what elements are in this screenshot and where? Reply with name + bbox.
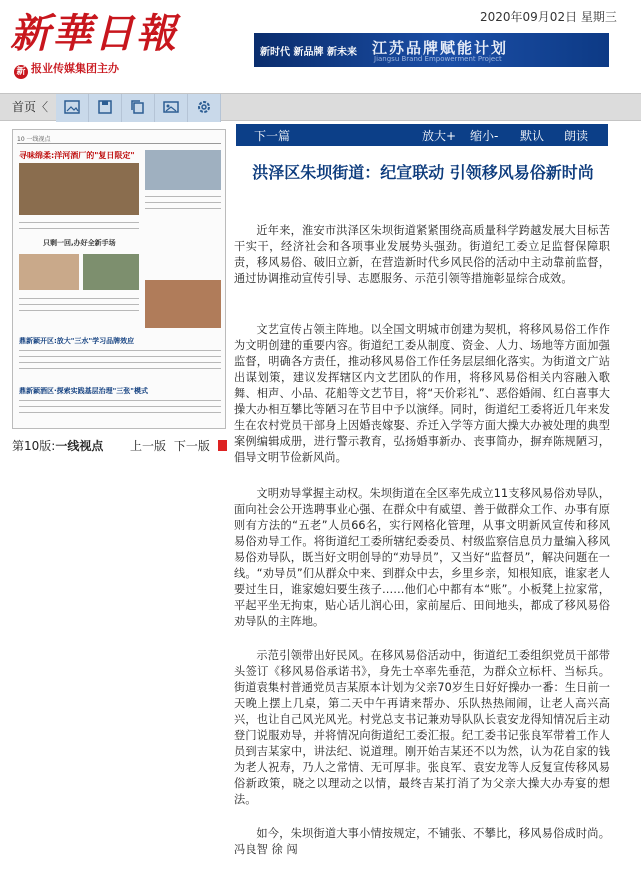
image-icon [64, 99, 80, 115]
group-mark-icon: 新 [14, 65, 28, 79]
thumbnail-photo-1 [19, 163, 139, 215]
thumbnail-text-line [19, 298, 139, 299]
thumbnail-text-line [145, 202, 221, 203]
home-link[interactable] [12, 98, 48, 115]
zoom-in-button[interactable]: 放大+ [422, 129, 457, 143]
picture-icon [163, 99, 179, 115]
section-name[interactable]: 一线视点 [55, 439, 104, 453]
thumbnail-headline-3[interactable]: 鼎新颖开区:放大"三水"学习品牌效应 [19, 337, 135, 345]
article-toolbar [236, 124, 608, 146]
thumbnail-headline-1[interactable]: 寻味绵柔:洋河酒厂的"复日限定" [19, 151, 135, 160]
thumbnail-text-line [19, 368, 221, 369]
logo-subtitle-text: 报业传媒集团主办 [31, 62, 119, 75]
page-info [12, 437, 103, 454]
save-button[interactable] [89, 94, 122, 122]
thumbnail-photo-4 [83, 254, 139, 290]
thumbnail-headline-4[interactable]: 鼎新颖酒区·探索实践基层治理"三张"模式 [19, 387, 148, 395]
thumbnail-text-line [19, 356, 221, 357]
logo-subtitle [14, 60, 119, 79]
thumbnail-header: 10 一线视点 [17, 136, 51, 143]
newspaper-logo[interactable]: 新華日報 [10, 10, 178, 57]
issue-date: 2020年09月02日 星期三 [480, 10, 617, 24]
thumbnail-headline-2[interactable]: 只剩一回,办好全新手场 [43, 239, 116, 247]
article-title: 洪泽区朱坝街道：纪宣联动 引领移风易俗新时尚 [252, 163, 594, 182]
article-paragraph: 文艺宣传占领主阵地。以全国文明城市创建为契机，将移风易俗工作作为文明创建的重要内容。街道纪工委从制度、资金、人力、场地等方面加强监督，明确各方责任，推动移风易俗工作任务层层细化落实。为街道文广站出谋划策，建议发挥辖区内文艺团队的作用，将移风易俗相关内容融入歌舞、相声、小品、花船等文艺节目，将“天价彩礼”、恶俗婚闹、红白喜事大操大办相互攀比等陋习在节目中予以演绎。同时，街道纪工委将近几年来发生在农村党员干部身上因婚丧嫁娶、乔迁入学等方面大操大办被处理的典型案例编辑成册，进行警示教育，弘扬婚事新办、丧事简办，摒弃陈规陋习，倡导文明节俭新风尚。 [234, 323, 610, 464]
thumbnail-text-line [19, 406, 221, 407]
default-size-button[interactable]: 默认 [520, 129, 545, 143]
next-page-link[interactable]: 下一版 [173, 439, 210, 453]
article-paragraph: 如今，朱坝街道大事小情按规定，不铺张、不攀比，移风易俗成时尚。 冯良智 徐 闯 [234, 827, 610, 856]
home-label: 首页 [12, 100, 37, 114]
thumbnail-photo-3 [19, 254, 79, 290]
pdf-icon[interactable] [218, 440, 227, 451]
article-paragraph: 示范引领带出好民风。在移风易俗活动中，街道纪工委组织党员干部带头签订《移风易俗承诺书》，身先士卒率先垂范，为群众立标杆、当标兵。街道袁集村普通党员吉某原本计划为父亲70岁生日好好操办一番：生日前一天晚上摆上几桌，第二天中午再请来帮办、乐队热热闹闹，让老人高兴高兴，也让自己风光风光。村党总支书记兼劝导队队长袁安龙得知情况后主动登门说服劝导，并将情况向街道纪工委汇报。纪工委书记张良军带着工作人员到吉某家中，讲法纪、说道理。刚开始吉某还不以为然，认为花自家的钱为老人祝寿，乃人之常情、无可厚非。张良军、袁安龙等人反复宣传移风易俗新政策，晓之以理动之以情，最终吉某打消了为父亲大操大办寿宴的想法。 [234, 649, 610, 806]
banner-title: 江苏品牌赋能计划 [372, 39, 509, 57]
thumbnail-text-line [19, 222, 139, 223]
thumbnail-text-line [19, 362, 221, 363]
masthead [0, 0, 641, 90]
article-paragraph: 文明劝导掌握主动权。朱坝街道在全区率先成立11支移风易俗劝导队，面向社会公开选聘事业心强、在群众中有威望、善于做群众工作、办事有原则有方法的“五老”人员66名，实行网格化管理，从事文明新风宣传和移风易俗劝导工作。将街道纪工委所辖纪委委员、村级监察信息员力量编入移风易俗劝导队，既当好文明创导的“劝导员”，又当好“监督员”，解决问题在一线。“劝导员”们从群众中来、到群众中去，乡里乡亲，知根知底，谁家老人要过生日，谁家媳妇要生孩子……他们心中都有本“账”。小板凳上拉家常，平起平坐无拘束，贴心话儿润心田，家前屋后、田间地头，都成了移风易俗劝导队的主阵地。 [234, 487, 610, 628]
article-paragraph: 近年来，淮安市洪泽区朱坝街道紧紧围绕高质量科学跨越发展大目标苦干实干，经济社会和各项事业发展势头强劲。街道纪工委立足监督保障职责，移风易俗、破旧立新，在营造新时代乡风民俗的活动中主动靠前监督，通过协调推动宣传引导、志愿服务、示范引领等措施彰显综合成效。 [234, 224, 610, 285]
banner-slogan: 新时代 新品牌 新未来 [260, 47, 357, 58]
chevron-left-icon: 〈 [36, 100, 49, 114]
image-button[interactable] [56, 94, 89, 122]
thumbnail-text-line [145, 196, 221, 197]
thumbnail-photo-2 [145, 150, 221, 190]
next-article-link[interactable]: 下一篇 [254, 129, 291, 143]
page-nav [130, 437, 231, 454]
thumbnail-text-line [19, 350, 221, 351]
copy-button[interactable] [122, 94, 155, 122]
thumbnail-text-line [19, 310, 139, 311]
copy-icon [130, 99, 146, 115]
thumbnail-text-line [145, 208, 221, 209]
thumbnail-text-line [19, 412, 221, 413]
thumbnail-text-line [19, 228, 139, 229]
brand-banner-ad[interactable] [254, 33, 609, 67]
thumbnail-text-line [19, 304, 139, 305]
thumbnail-divider [17, 143, 221, 144]
read-aloud-button[interactable]: 朗读 [564, 129, 589, 143]
page-label: 第10版: [12, 439, 56, 453]
thumbnail-text-line [19, 400, 221, 401]
picture-button[interactable] [155, 94, 188, 122]
page-thumbnail[interactable] [12, 129, 226, 429]
settings-icon [196, 99, 212, 115]
banner-subtitle: Jiangsu Brand Empowerment Project [374, 55, 502, 63]
thumbnail-photo-5 [145, 280, 221, 328]
zoom-out-button[interactable]: 缩小- [470, 129, 499, 143]
prev-page-link[interactable]: 上一版 [130, 439, 167, 453]
save-icon [97, 99, 113, 115]
settings-button[interactable] [188, 94, 221, 122]
toolbar [0, 93, 641, 121]
